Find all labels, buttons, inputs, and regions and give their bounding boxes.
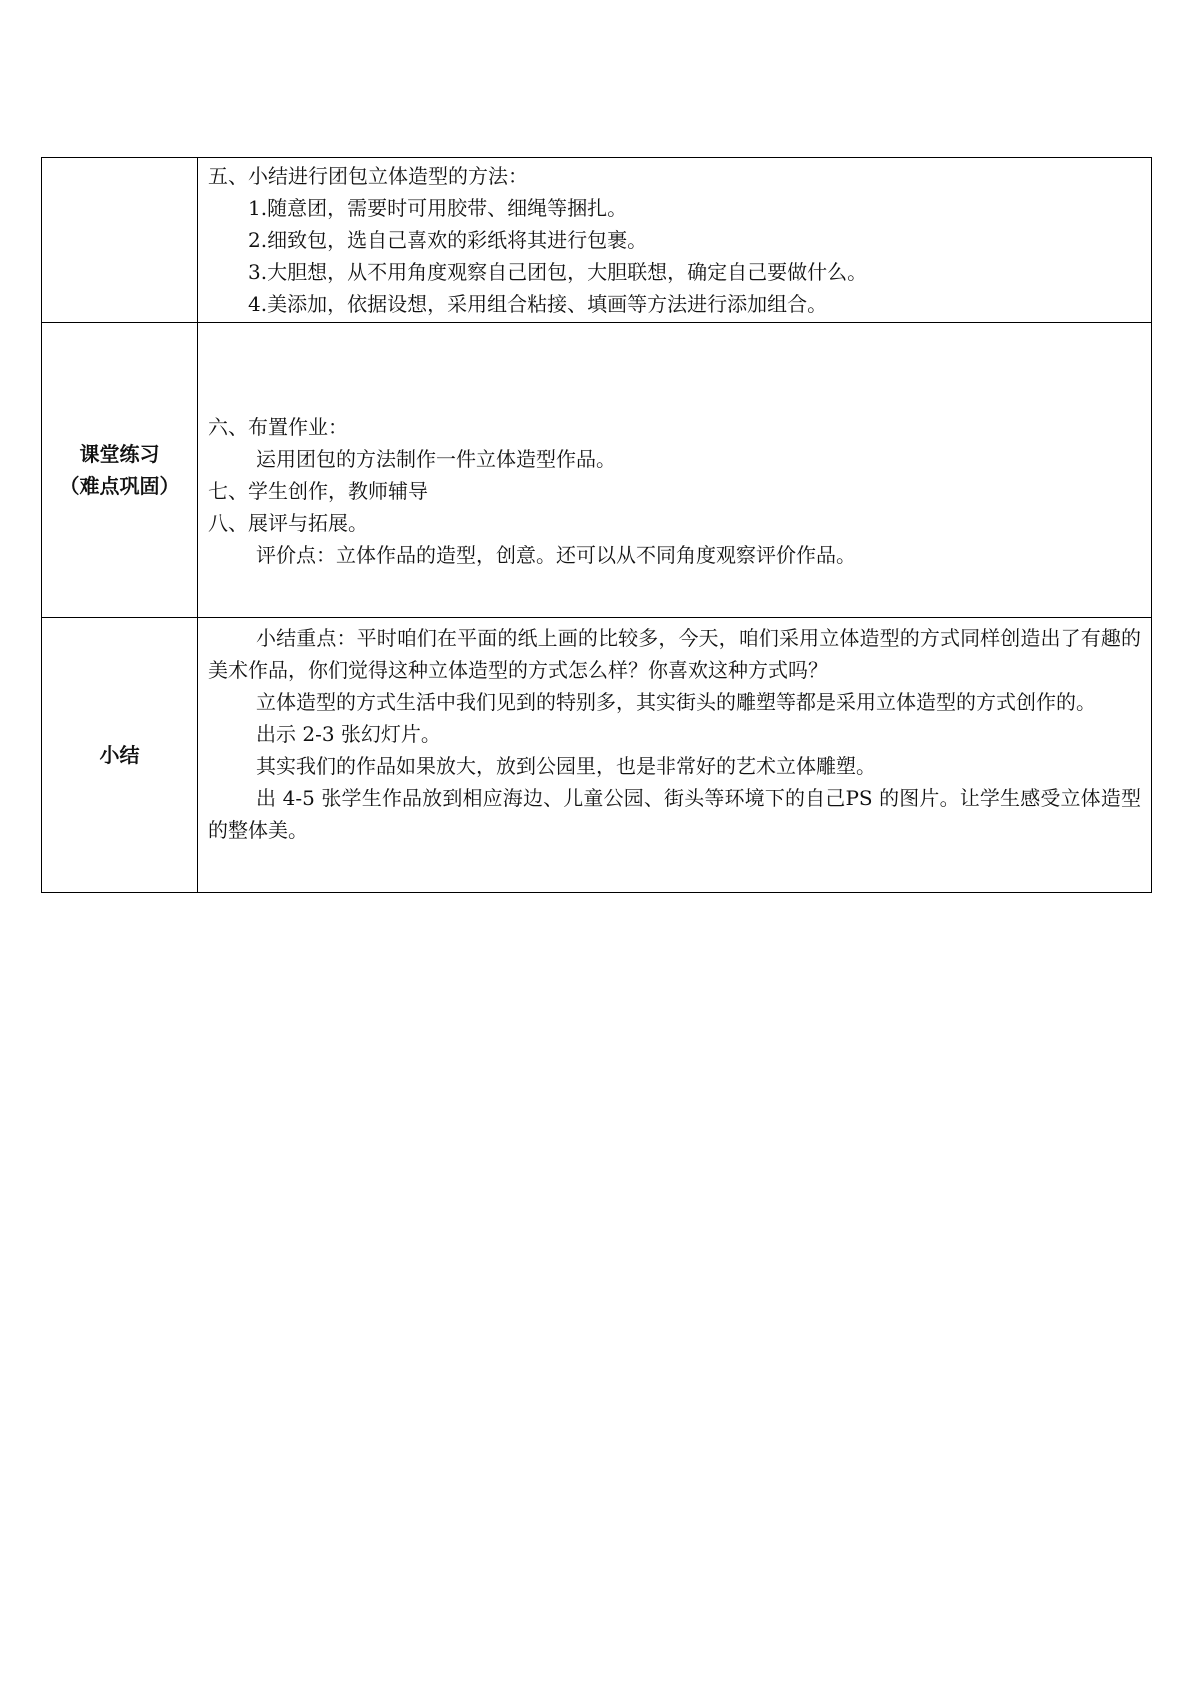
paragraph: 小结重点：平时咱们在平面的纸上画的比较多，今天，咱们采用立体造型的方式同样创造出了有趣的美术作品，你们觉得这种立体造型的方式怎么样？你喜欢这种方式吗？ [208, 626, 1141, 682]
lesson-plan-table [41, 157, 1152, 893]
table-row-summary-method [42, 158, 1152, 323]
practice-text-block [208, 325, 1141, 571]
table-row-conclusion [42, 618, 1152, 893]
content-line: 运用团包的方法制作一件立体造型作品。 [256, 447, 616, 471]
section-heading: 七、学生创作，教师辅导 [208, 479, 428, 503]
list-item: 2.细致包，选自己喜欢的彩纸将其进行包裹。 [248, 228, 648, 252]
section-heading: 六、布置作业： [208, 415, 348, 439]
list-item: 3.大胆想，从不用角度观察自己团包，大胆联想，确定自己要做什么。 [248, 260, 868, 284]
summary-method-content [198, 158, 1152, 323]
content-line: 评价点：立体作品的造型，创意。还可以从不同角度观察评价作品。 [256, 543, 856, 567]
list-item: 1.随意团，需要时可用胶带、细绳等捆扎。 [248, 196, 628, 220]
list-item: 4.美添加，依据设想，采用组合粘接、填画等方法进行添加组合。 [248, 292, 828, 316]
row-label-practice [42, 323, 198, 618]
row-label-line: （难点巩固） [59, 474, 180, 498]
paragraph: 立体造型的方式生活中我们见到的特别多，其实街头的雕塑等都是采用立体造型的方式创作的。 [256, 690, 1096, 714]
paragraph: 出示 2-3 张幻灯片。 [256, 722, 441, 746]
row-label-line: 小结 [99, 743, 140, 767]
row-label-line: 课堂练习 [79, 442, 160, 466]
conclusion-content [198, 618, 1152, 893]
practice-content [198, 323, 1152, 618]
paragraph: 出 4-5 张学生作品放到相应海边、儿童公园、街头等环境下的自己PS 的图片。让学生感受立体造型的整体美。 [208, 786, 1141, 842]
row-label-empty [42, 158, 198, 323]
conclusion-text-block [208, 620, 1141, 846]
paragraph: 其实我们的作品如果放大，放到公园里，也是非常好的艺术立体雕塑。 [256, 754, 876, 778]
row-label-conclusion [42, 618, 198, 893]
section-heading: 八、展评与拓展。 [208, 511, 368, 535]
table-row-practice [42, 323, 1152, 618]
section-heading: 五、小结进行团包立体造型的方法： [208, 164, 528, 188]
